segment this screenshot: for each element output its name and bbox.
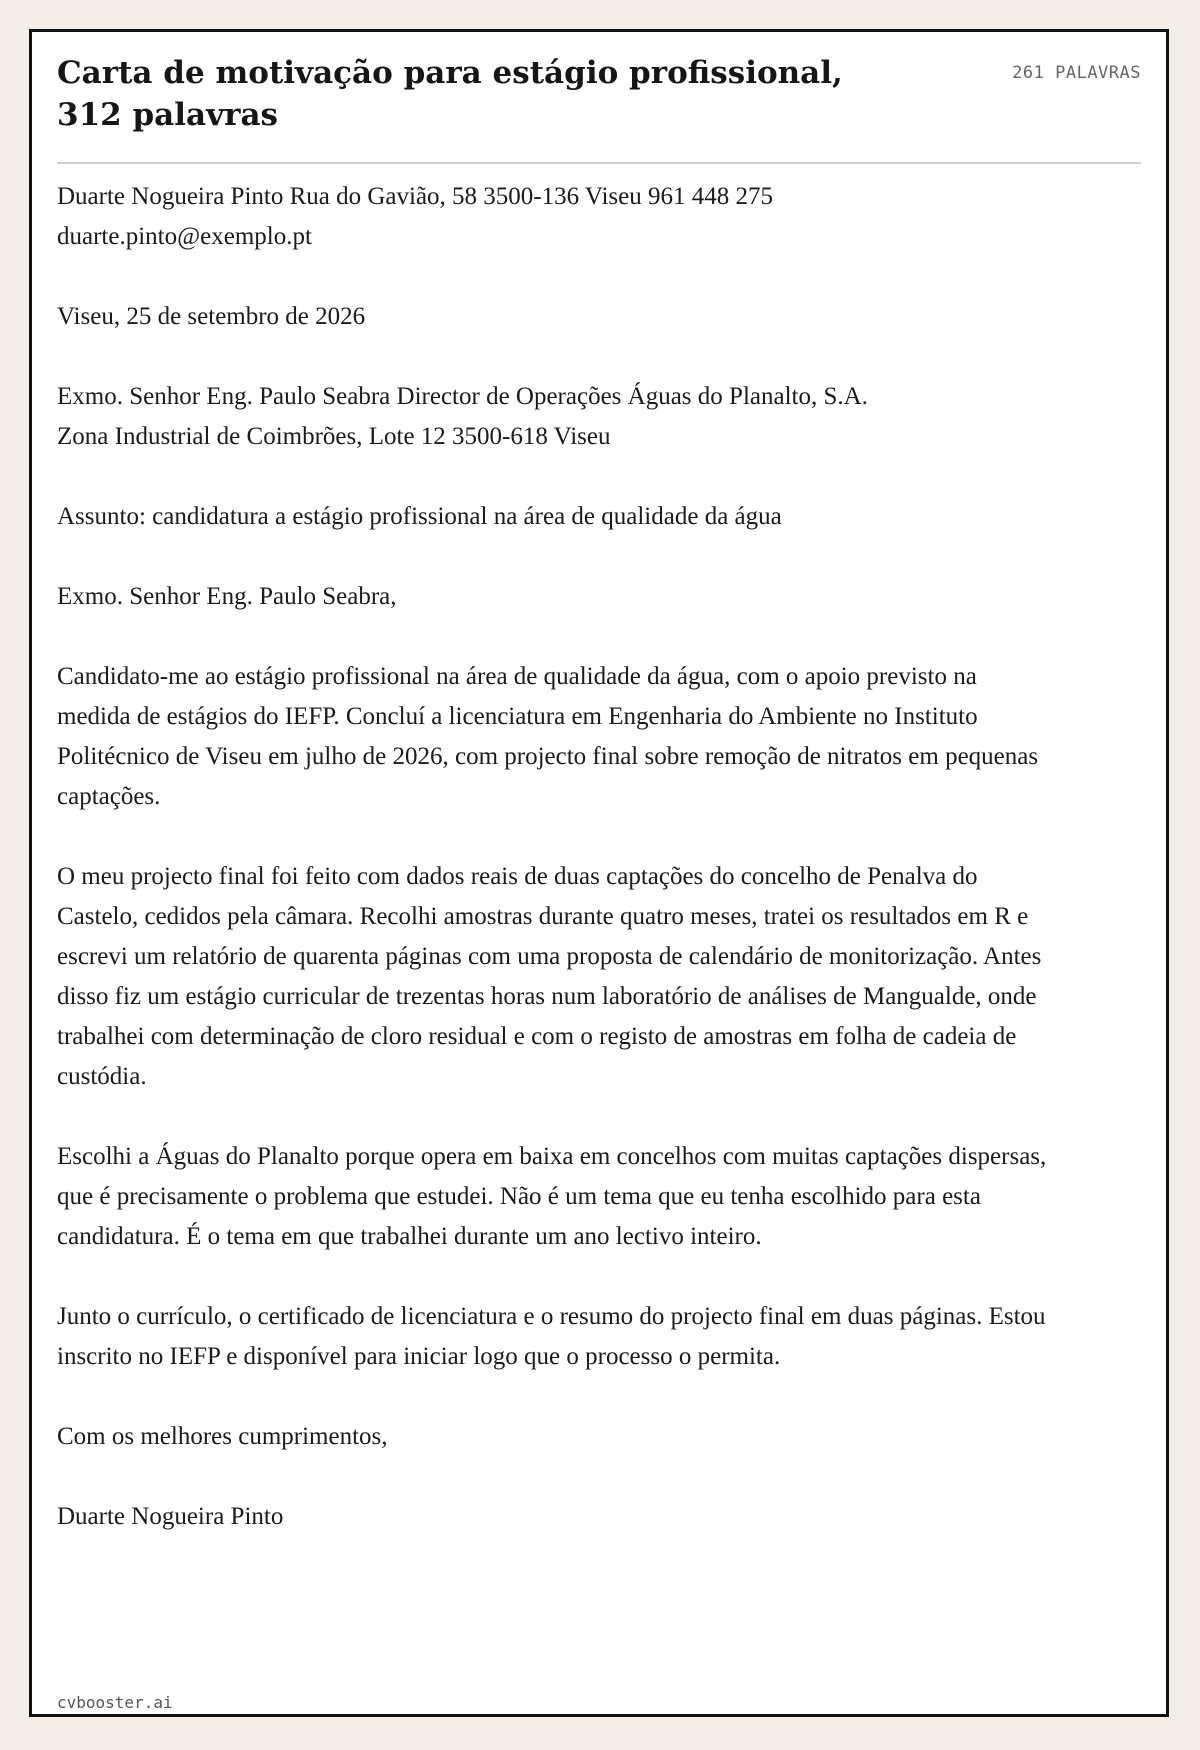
recipient-line-1: Exmo. Senhor Eng. Paulo Seabra Director de Operações Águas do Planalto, S.A. (57, 383, 868, 410)
word-count-badge: 261 PALAVRAS (1012, 63, 1141, 83)
title-divider (57, 162, 1141, 164)
page-title (57, 52, 937, 136)
letter-salutation: Exmo. Senhor Eng. Paulo Seabra, (57, 583, 397, 610)
title-line-1: Carta de motivação para estágio profissional, (57, 55, 843, 91)
sender-email: duarte.pinto@exemplo.pt (57, 223, 312, 250)
recipient-line-2: Zona Industrial de Coimbrões, Lote 12 3500-618 Viseu (57, 423, 611, 450)
body-paragraph-2: O meu projecto final foi feito com dados reais de duas captações do concelho de Penalva do Castelo, cedidos pela câmara. Recolhi amostras durante quatro meses, tratei os resultados em R e escrevi um relatório de quarenta páginas com uma proposta de calendário de monitorização. Antes disso fiz um estágio curricular de trezentas horas num laboratório de análises de Mangualde, onde trabalhei com determinação de cloro residual e com o registo de amostras em folha de cadeia de custódia. (57, 863, 1042, 1090)
sender-block (57, 177, 1047, 257)
body-paragraph-1: Candidato-me ao estágio profissional na área de qualidade da água, com o apoio previsto na medida de estágios do IEFP. Concluí a licenciatura em Engenharia do Ambiente no Instituto Politécnico de Viseu em julho de 2026, com projecto final sobre remoção de nitratos em pequenas captações. (57, 663, 1039, 810)
letter-signature: Duarte Nogueira Pinto (57, 1503, 284, 1530)
letter-card (29, 29, 1169, 1717)
recipient-block (57, 377, 1047, 457)
body-paragraph-4: Junto o currículo, o certificado de licenciatura e o resumo do projecto final em duas páginas. Estou inscrito no IEFP e disponível para iniciar logo que o processo o permita. (57, 1303, 1046, 1370)
body-paragraph-3: Escolhi a Águas do Planalto porque opera em baixa em concelhos com muitas captações dispersas, que é precisamente o problema que estudei. Não é um tema que eu tenha escolhido para esta candidatura. É o tema em que trabalhei durante um ano lectivo inteiro. (57, 1143, 1047, 1250)
letter-body (57, 177, 1047, 1537)
letter-closing: Com os melhores cumprimentos, (57, 1423, 388, 1450)
letter-subject: Assunto: candidatura a estágio profissional na área de qualidade da água (57, 503, 782, 530)
footer-brand: cvbooster.ai (57, 1693, 173, 1712)
sender-line-1: Duarte Nogueira Pinto Rua do Gavião, 58 3500-136 Viseu 961 448 275 (57, 183, 773, 210)
letter-date: Viseu, 25 de setembro de 2026 (57, 303, 366, 330)
title-line-2: 312 palavras (57, 97, 279, 133)
